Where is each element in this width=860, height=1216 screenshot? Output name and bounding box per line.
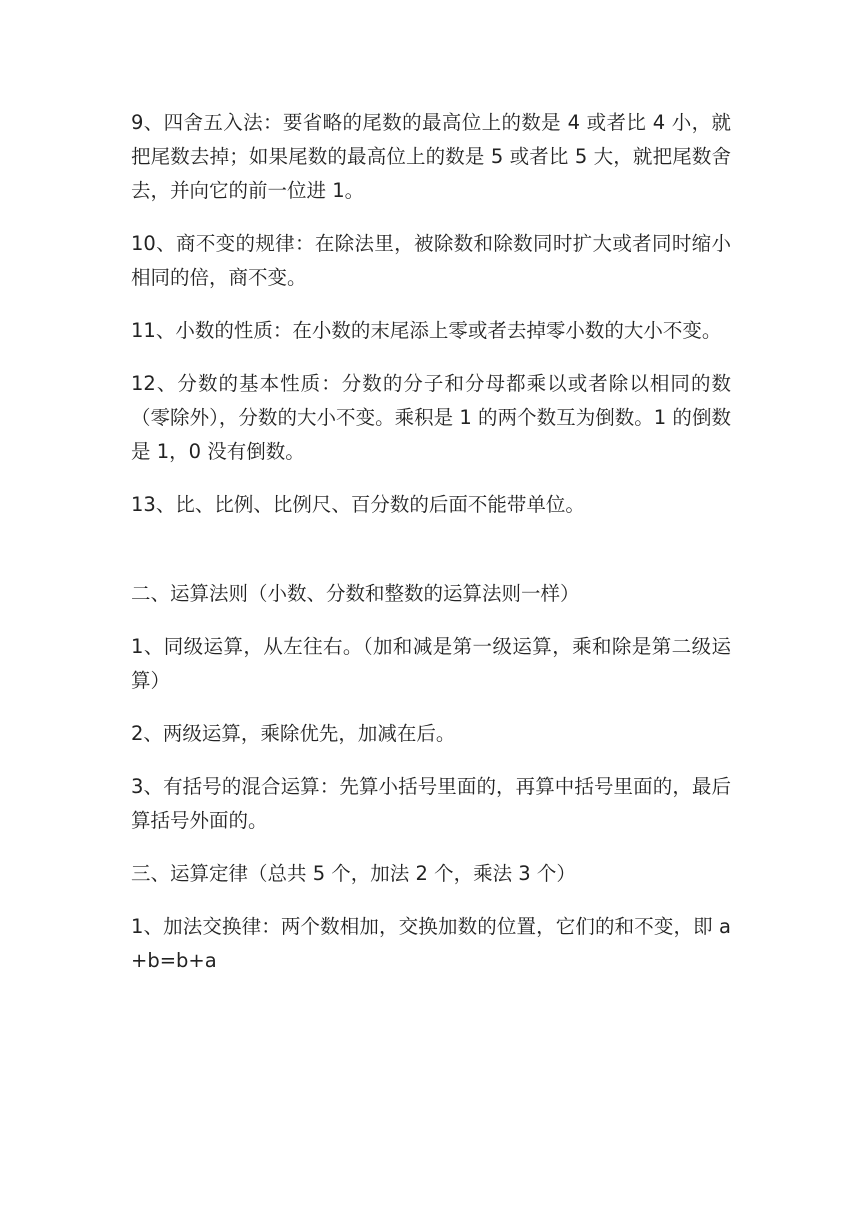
operation-rule-3: 3、有括号的混合运算：先算小括号里面的，再算中括号里面的，最后算括号外面的。 [131,775,731,832]
section-heading-operation-rules: 二、运算法则（小数、分数和整数的运算法则一样） [131,582,580,605]
rule-13-no-units: 13、比、比例、比例尺、百分数的后面不能带单位。 [131,493,585,516]
operation-rule-2: 2、两级运算，乘除优先，加减在后。 [131,722,456,745]
rule-11-decimal-property: 11、小数的性质：在小数的末尾添上零或者去掉零小数的大小不变。 [131,319,722,342]
rule-12-fraction-property: 12、分数的基本性质：分数的分子和分母都乘以或者除以相同的数（零除外），分数的大小不变。乘积是 1 的两个数互为倒数。1 的倒数是 1，0 没有倒数。 [131,372,731,463]
document-body [131,106,731,997]
section-heading-operation-laws: 三、运算定律（总共 5 个，加法 2 个，乘法 3 个） [131,862,576,885]
operation-rule-1: 1、同级运算，从左往右。（加和减是第一级运算，乘和除是第二级运算） [131,635,731,692]
section-spacer [131,541,731,577]
rule-9-rounding: 9、四舍五入法：要省略的尾数的最高位上的数是 4 或者比 4 小，就把尾数去掉；如果尾数的最高位上的数是 5 或者比 5 大，就把尾数舍去，并向它的前一位进 1。 [131,111,731,202]
rule-10-quotient-invariance: 10、商不变的规律：在除法里，被除数和除数同时扩大或者同时缩小相同的倍，商不变。 [131,232,731,289]
law-1-addition-commutative: 1、加法交换律：两个数相加，交换加数的位置，它们的和不变，即 a+b=b+a [131,915,731,972]
